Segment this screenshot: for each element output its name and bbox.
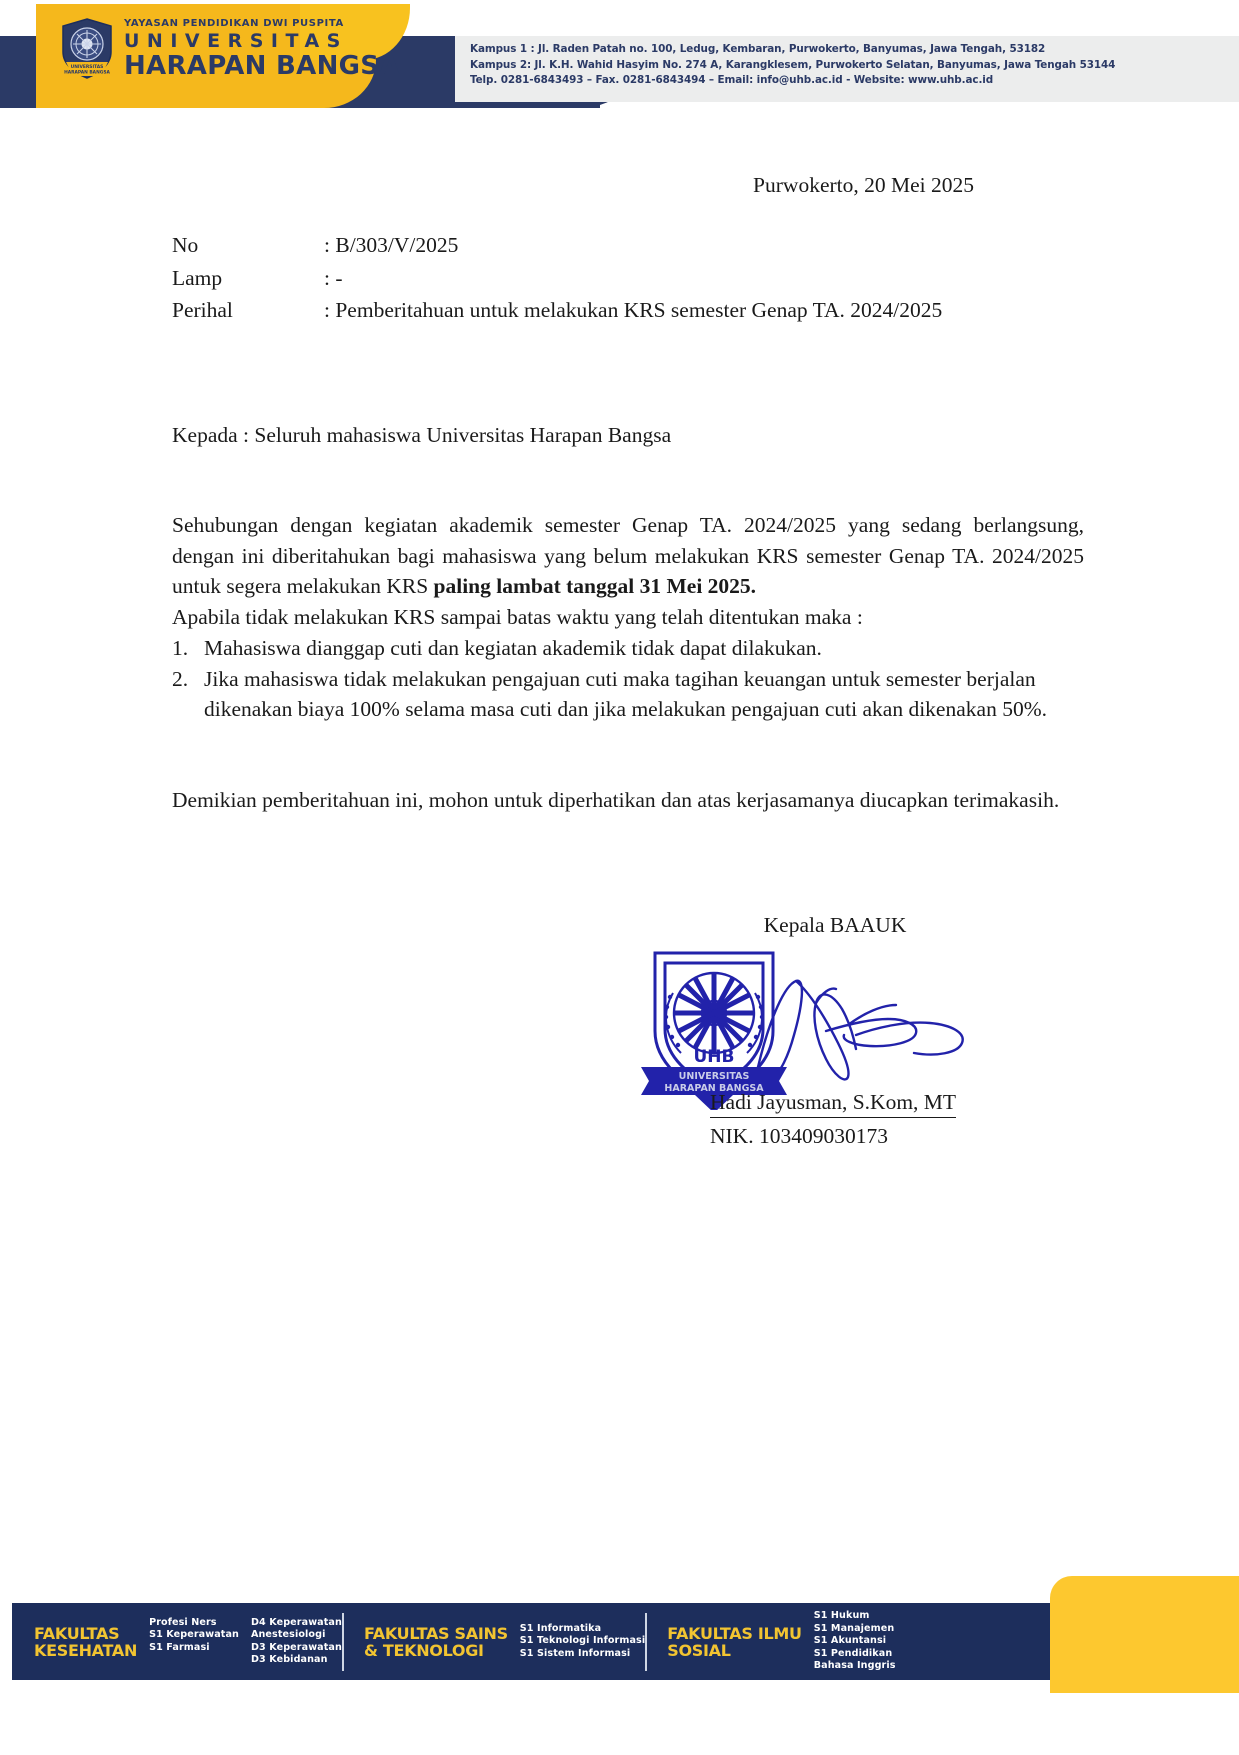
footer-faculty-bar [12,1603,1050,1680]
footer-column-kesehatan [12,1611,342,1673]
faculty-line-1: FAKULTAS [34,1623,120,1643]
faculty-line-1: FAKULTAS ILMU [667,1623,802,1643]
program-list-a [149,1617,239,1667]
list-item [172,664,1084,725]
program-item: D3 Kebidanan [250,1653,328,1665]
svg-text:HARAPAN BANGSA: HARAPAN BANGSA [64,70,110,76]
reference-row-lamp [172,263,1072,294]
program-list-a [520,1623,645,1660]
paragraph-intro [172,510,1084,602]
reference-label-lamp: Lamp [172,265,223,290]
faculty-line-2: KESEHATAN [34,1640,138,1660]
reference-label-no: No [172,233,199,257]
faculty-line-1: FAKULTAS SAINS [363,1623,508,1643]
signature-block [664,910,1090,1148]
footer [0,1563,1239,1755]
paragraph-intro-text: Sehubungan dengan kegiatan akademik semester Genap TA. 2024/2025 yang sedang berlangsung, dengan ini diberitahukan bagi mahasiswa yang belum melakukan KRS semester Genap TA. 2024/2025 untuk segera melakukan KRS [172,513,1084,599]
brand-names [124,19,400,79]
program-item: D3 Keperawatan [250,1641,342,1653]
reference-value-lamp: : - [324,265,343,290]
list-item-text: Mahasiswa dianggap cuti dan kegiatan akademik tidak dapat dilakukan. [204,635,822,660]
program-item: Bahasa Inggris [813,1660,896,1672]
reference-value-no: : B/303/V/2025 [324,233,459,257]
program-item: S1 Farmasi [149,1641,210,1653]
consequence-list [172,633,1084,725]
letterhead [0,0,1239,125]
body-paragraphs [172,510,1084,725]
program-item: S1 Pendidikan [813,1647,893,1659]
stamp-ribbon-line1: UNIVERSITAS [678,1070,750,1082]
program-item: S1 Keperawatan [149,1629,239,1641]
reference-row-perihal [172,295,1072,326]
program-item: S1 Akuntansi [813,1635,887,1647]
program-list-b [251,1617,342,1667]
deadline-emphasis: paling lambat tanggal 31 Mei 2025. [433,574,757,599]
university-name-label: HARAPAN BANGSA [124,51,400,81]
footer-column-sains-teknologi [342,1611,645,1673]
program-item: S1 Informatika [519,1622,602,1634]
stamp-and-signature [664,937,1090,1148]
reference-value-perihal: : Pemberitahuan untuk melakukan KRS semester Genap TA. 2024/2025 [324,298,943,323]
list-item-number: 2. [172,666,189,691]
universitas-label: UNIVERSITAS [124,30,348,52]
program-list-a [814,1610,896,1672]
faculty-line-2: SOSIAL [667,1640,731,1660]
faculty-line-2: & TEKNOLOGI [363,1640,484,1660]
faculty-name-kesehatan [34,1625,137,1659]
handwritten-signature-icon [730,947,1030,1106]
program-item: D4 Keperawatan [250,1616,342,1628]
recipient-line: Kepada : Seluruh mahasiswa Universitas Harapan Bangsa [172,423,672,447]
brand-block [60,18,400,80]
program-item: S1 Teknologi Informasi [519,1635,646,1647]
footer-column-ilmu-sosial [645,1611,895,1673]
campus2-address: Kampus 2: Jl. K.H. Wahid Hasyim No. 274 A, Karangklesem, Purwokerto Selatan, Banyumas, Jawa Tengah 53144 [470,58,1116,71]
program-item: S1 Manajemen [813,1622,895,1634]
svg-text:UNIVERSITAS: UNIVERSITAS [70,65,104,70]
list-item-number: 1. [172,635,189,660]
faculty-name-ilmu-sosial [667,1625,801,1659]
list-item [172,633,1084,664]
signatory-title: Kepala BAAUK [763,913,907,937]
reference-block [172,230,1072,328]
university-crest-icon [60,18,114,80]
contact-details [470,42,1230,89]
paragraph-consequence-intro: Apabila tidak melakukan KRS sampai batas waktu yang telah ditentukan maka : [172,605,863,630]
reference-row-no [172,230,1072,261]
faculty-name-sains-teknologi [364,1625,508,1659]
program-item: Profesi Ners [149,1616,217,1628]
campus1-address: Kampus 1 : Jl. Raden Patah no. 100, Ledug, Kembaran, Purwokerto, Banyumas, Jawa Tengah, 53182 [470,43,1046,55]
program-item: Anestesiologi [250,1629,326,1641]
signatory-nik: NIK. 103409030173 [710,1123,888,1148]
reference-label-perihal: Perihal [172,298,233,323]
place-and-date: Purwokerto, 20 Mei 2025 [753,173,974,197]
list-item-text: Jika mahasiswa tidak melakukan pengajuan cuti maka tagihan keuangan untuk semester berjalan dikenakan biaya 100% selama masa cuti dan jika melakukan pengajuan cuti akan dikenakan 50%. [204,666,1047,722]
footer-yellow-accent [1050,1576,1239,1693]
program-item: S1 Hukum [813,1610,870,1622]
yayasan-label: YAYASAN PENDIDIKAN DWI PUSPITA [124,18,344,29]
stamp-acronym-text: UHB [693,1046,735,1067]
signatory-name: Hadi Jayusman, S.Kom, MT [710,1087,956,1119]
program-item: S1 Sistem Informasi [519,1647,631,1659]
phone-email-website: Telp. 0281-6843493 – Fax. 0281-6843494 – Email: info@uhb.ac.id - Website: www.uhb.ac.id [470,74,994,86]
closing-paragraph: Demikian pemberitahuan ini, mohon untuk diperhatikan dan atas kerjasamanya diucapkan terimakasih. [172,788,1060,812]
stamp-ribbon-line2: HARAPAN BANGSA [664,1082,764,1094]
